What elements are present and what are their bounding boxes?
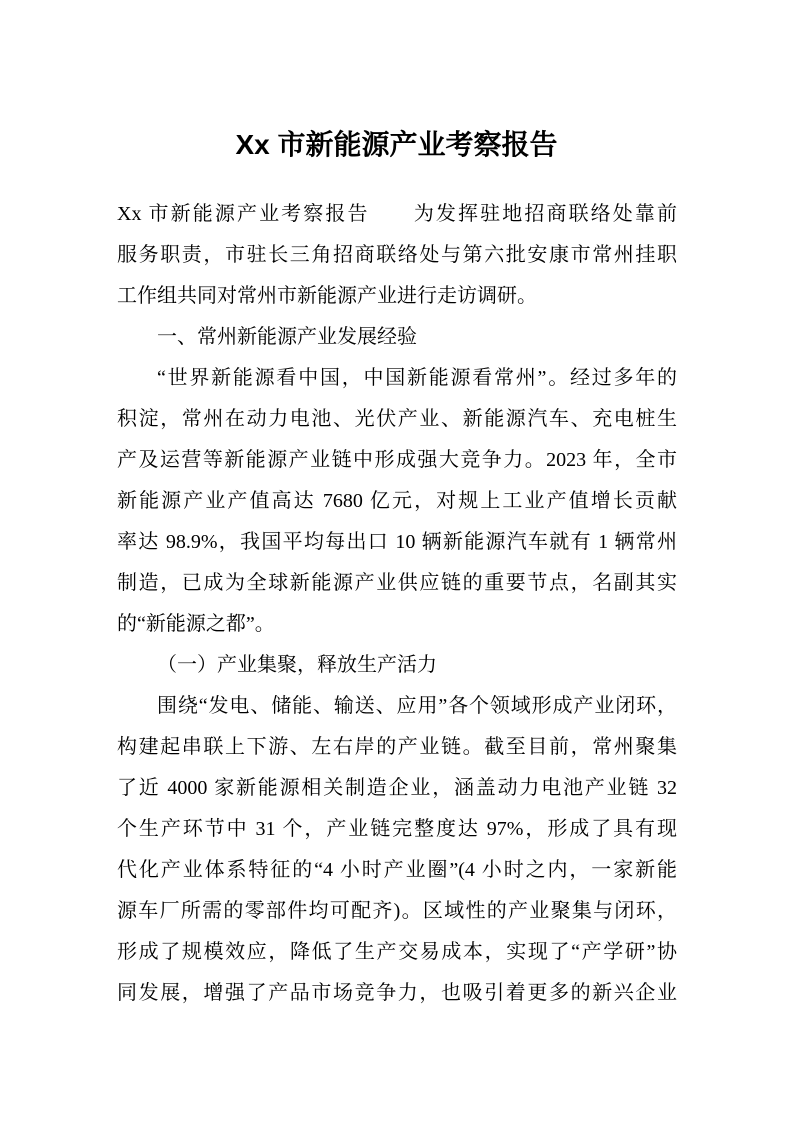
document-body — [0, 194, 793, 1014]
section-heading: 一、常州新能源产业发展经验 — [157, 326, 417, 348]
text-line: 同发展，增强了产品市场竞争力，也吸引着更多的新兴企业 — [117, 982, 677, 1004]
text-line: 新能源产业产值高达 7680 亿元，对规上工业产值增长贡献 — [117, 490, 677, 512]
text-line: 制造，已成为全球新能源产业供应链的重要节点，名副其实 — [117, 572, 677, 594]
text-line: 围绕“发电、储能、输送、应用”各个领域形成产业闭环， — [157, 695, 677, 717]
text-line: 源车厂所需的零部件均可配齐)。区域性的产业聚集与闭环， — [117, 900, 677, 922]
text-line: 个生产环节中 31 个，产业链完整度达 97%，形成了具有现 — [117, 818, 677, 840]
text-line: 积淀，常州在动力电池、光伏产业、新能源汽车、充电桩生 — [117, 408, 677, 430]
text-line: 率达 98.9%，我国平均每出口 10 辆新能源汽车就有 1 辆常州 — [117, 531, 677, 553]
subsection-heading: （一）产业集聚，释放生产活力 — [157, 654, 437, 676]
text-line: 工作组共同对常州市新能源产业进行走访调研。 — [117, 285, 537, 307]
text-line: 代化产业体系特征的“4 小时产业圈”(4 小时之内，一家新能 — [117, 859, 677, 881]
text-line: Xx 市新能源产业考察报告 为发挥驻地招商联络处靠前 — [117, 203, 677, 225]
text-line: 的“新能源之都”。 — [117, 613, 275, 635]
text-line: 形成了规模效应，降低了生产交易成本，实现了“产学研”协 — [117, 941, 677, 963]
text-line: 了近 4000 家新能源相关制造企业，涵盖动力电池产业链 32 — [117, 777, 677, 799]
text-line: 服务职责，市驻长三角招商联络处与第六批安康市常州挂职 — [117, 244, 677, 266]
document-title: Xx 市新能源产业考察报告 — [235, 129, 558, 160]
text-line: 产及运营等新能源产业链中形成强大竞争力。2023 年，全市 — [117, 449, 677, 471]
text-line: 构建起串联上下游、左右岸的产业链。截至目前，常州聚集 — [117, 736, 677, 758]
text-line: “世界新能源看中国，中国新能源看常州”。经过多年的 — [157, 367, 677, 389]
